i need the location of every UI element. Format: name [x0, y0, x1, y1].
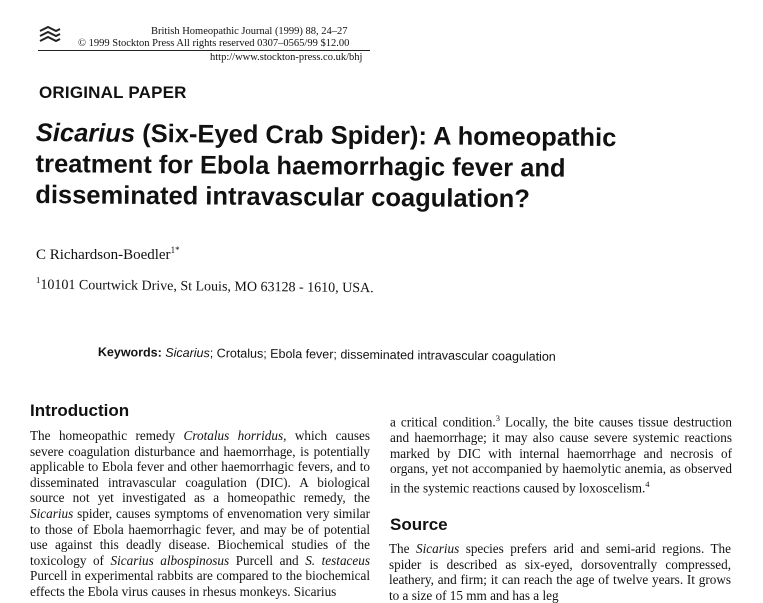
- affiliation-text: 10101 Courtwick Drive, St Louis, MO 63128 - 1610, USA.: [40, 277, 374, 297]
- keyword-italic: Sicarius: [165, 345, 210, 361]
- source-heading: Source: [390, 515, 448, 534]
- author-name: C Richardson-Boedler: [36, 247, 171, 263]
- stockton-press-logo-icon: [38, 26, 62, 44]
- title-italic-part: Sicarius: [35, 118, 136, 148]
- author-line: [36, 245, 180, 264]
- reference-4[interactable]: 4: [645, 478, 650, 489]
- title-rest: (Six-Eyed Crab Spider): A homeopathic treatment for Ebola haemorrhagic fever and disseminated intravascular coagulation?: [35, 119, 617, 214]
- keywords-line: [98, 345, 556, 364]
- reference-3[interactable]: 3: [495, 413, 500, 423]
- introduction-paragraph: The homeopathic remedy Crotalus horridus, which causes severe coagulation disturbance and haemorrhage, is potentially applicable to Ebola fever and other haemorrhagic fevers, and to disseminated intravascular coagulation (DIC). A biological source not yet investigated as a homeopathic remedy, the Sicarius spider, causes symptoms of envenomation very similar to those of Ebola haemorrhagic fever, and may be of potential use against this deadly disease. Biochemical studies of the toxicology of Sicarius albospinosus Purcell and S. testaceus Purcell in experimental rabbits are compared to the biochemical effects the Ebola virus causes in rhesus monkeys. Sicarius: [30, 428, 370, 599]
- right-column-paragraph: a critical condition.$^3$ Locally, the bite causes tissue destruction and haemorrhage; it may also cause severe systemic reactions marked by DIC with internal haemorrhage and necrosis of organs, yet not accompanied by haemolytic anemia, as observed in the systemic reactions caused by loxoscelism.$^4$: [390, 413, 732, 496]
- keywords-rest: ; Crotalus; Ebola fever; disseminated intravascular coagulation: [209, 346, 556, 364]
- author-marks: 1*: [170, 245, 180, 255]
- copyright-line: © 1999 Stockton Press All rights reserved 0307–0565/99 $12.00: [78, 38, 350, 49]
- article-type-label: ORIGINAL PAPER: [39, 83, 187, 102]
- affiliation-mark: 1: [35, 275, 41, 286]
- affiliation: [36, 275, 374, 297]
- header-rule: [38, 50, 370, 51]
- journal-url[interactable]: http://www.stockton-press.co.uk/bhj: [210, 52, 363, 63]
- journal-citation: British Homeopathic Journal (1999) 88, 24–27: [151, 26, 348, 37]
- keywords-label: Keywords:: [97, 345, 162, 360]
- article-title: [35, 118, 736, 217]
- introduction-heading: Introduction: [30, 401, 130, 420]
- source-paragraph: The Sicarius species prefers arid and semi-arid regions. The spider is described as six-eyed, dorsoventrally compressed, leathery, and firm; it can reach the age of twelve years. It grows to a size of 15 mm and has a leg: [389, 541, 731, 603]
